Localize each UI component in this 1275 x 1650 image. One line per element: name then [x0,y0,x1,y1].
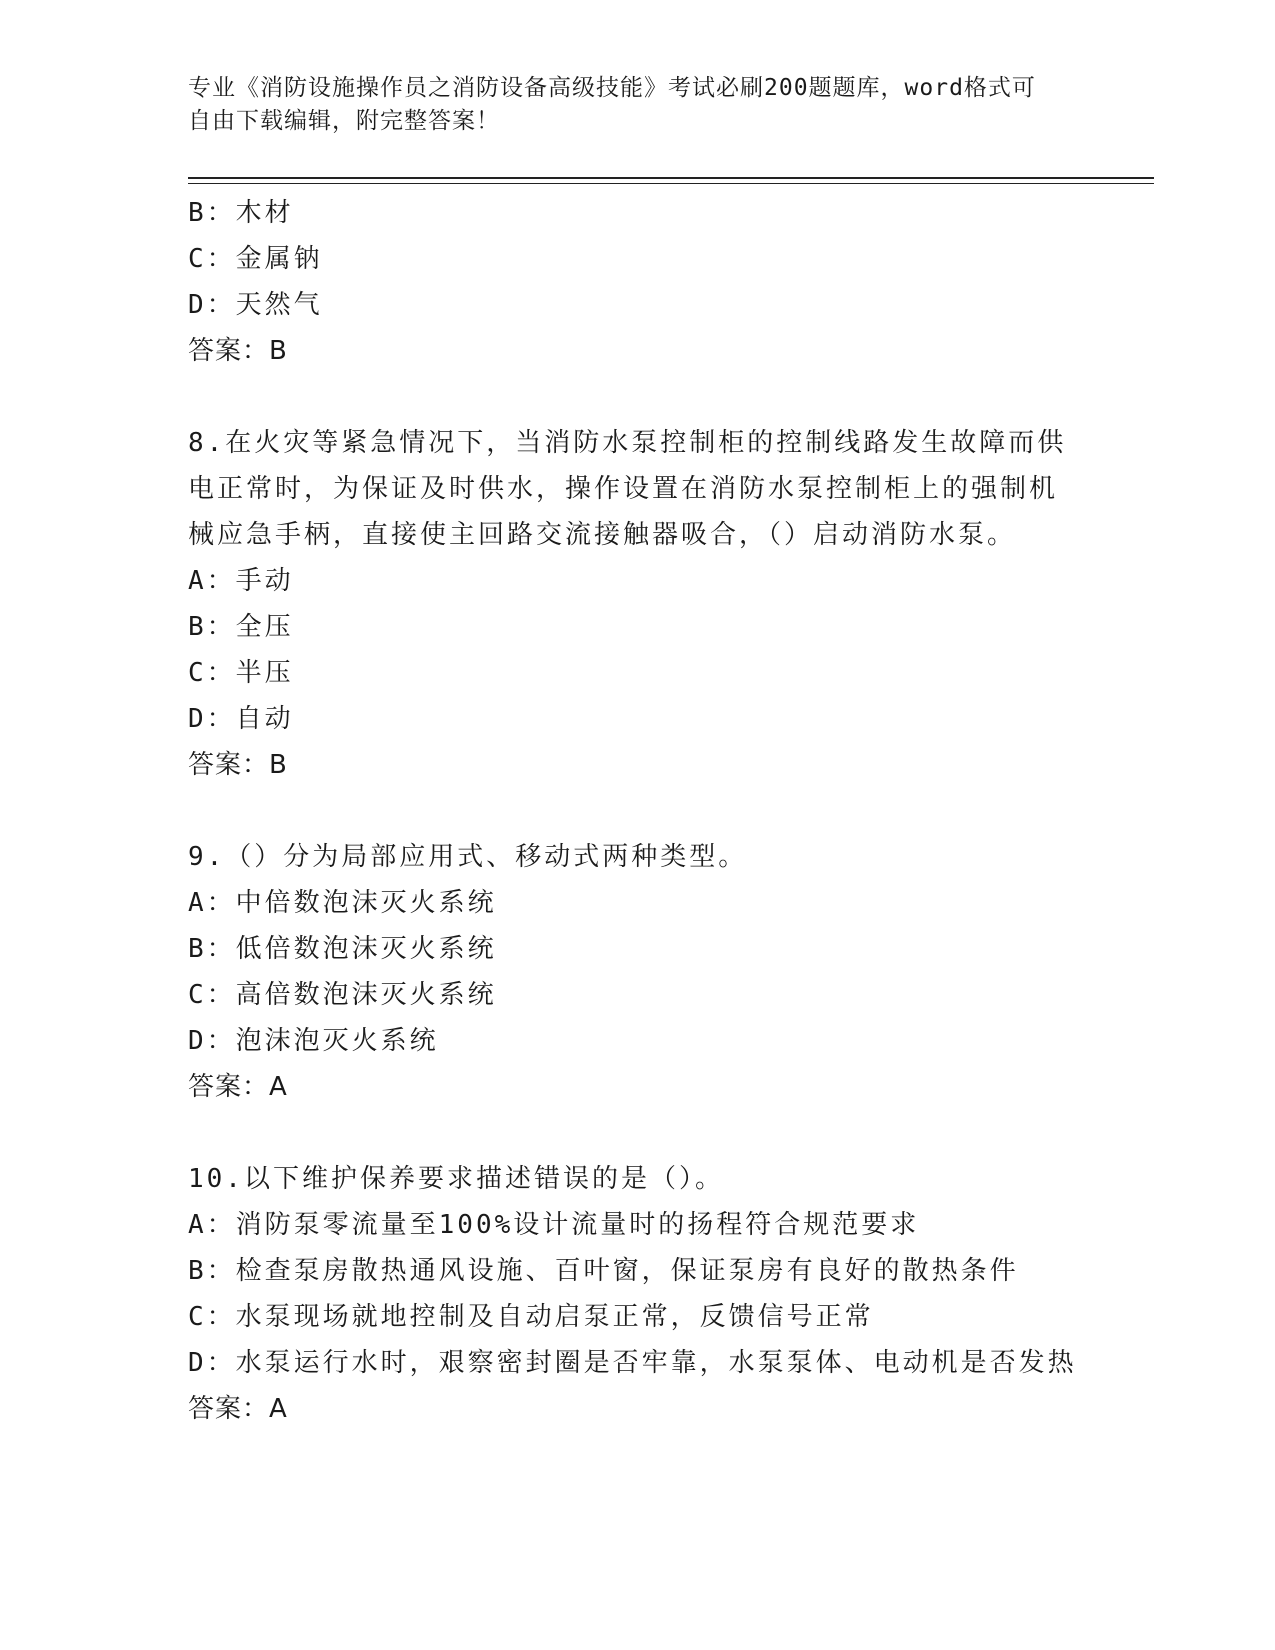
header-line-1: 专业《消防设施操作员之消防设备高级技能》考试必刷200题题库，word格式可 [188,75,1036,101]
option-b: B：全压 [188,612,294,642]
header-divider-thin [188,183,1154,184]
option-a: A：中倍数泡沫灭火系统 [188,888,497,918]
question-stem-line: 10.以下维护保养要求描述错误的是（）。 [188,1164,724,1194]
option-b: B：检查泵房散热通风设施、百叶窗，保证泵房有良好的散热条件 [188,1256,1019,1286]
option-d: D：水泵运行水时，艰察密封圈是否牢靠，水泵泵体、电动机是否发热 [188,1348,1077,1378]
option-a: A：手动 [188,566,294,596]
option-a: A：消防泵零流量至100%设计流量时的扬程符合规范要求 [188,1210,920,1240]
option-d: D：自动 [188,704,294,734]
answer-label: 答案：A [188,1394,288,1424]
answer-label: 答案：B [188,336,288,366]
question-stem-line: 8.在火灾等紧急情况下，当消防水泵控制柜的控制线路发生故障而供 [188,428,1067,458]
header-line-2: 自由下载编辑，附完整答案！ [188,108,500,134]
answer-label: 答案：A [188,1072,288,1102]
spacer [188,374,1148,420]
question-7-tail [188,190,1148,374]
option-d: D：泡沫泡灭火系统 [188,1026,439,1056]
question-8 [188,420,1148,788]
question-9 [188,834,1148,1110]
header-divider-thick [188,177,1154,179]
option-b: B：木材 [188,198,294,228]
option-b: B：低倍数泡沫灭火系统 [188,934,497,964]
question-10 [188,1156,1148,1432]
option-d: D：天然气 [188,290,323,320]
spacer [188,788,1148,834]
spacer [188,1110,1148,1156]
option-c: C：水泵现场就地控制及自动启泵正常，反馈信号正常 [188,1302,874,1332]
question-stem-line: 9.（）分为局部应用式、移动式两种类型。 [188,842,748,872]
question-content [188,190,1148,1432]
option-c: C：半压 [188,658,294,688]
question-stem-line: 电正常时，为保证及时供水，操作设置在消防水泵控制柜上的强制机 [188,474,1059,504]
question-stem-line: 械应急手柄，直接使主回路交流接触器吸合，（）启动消防水泵。 [188,520,1017,550]
option-c: C：高倍数泡沫灭火系统 [188,980,497,1010]
option-c: C：金属钠 [188,244,323,274]
page-header [188,72,1088,138]
answer-label: 答案：B [188,750,288,780]
